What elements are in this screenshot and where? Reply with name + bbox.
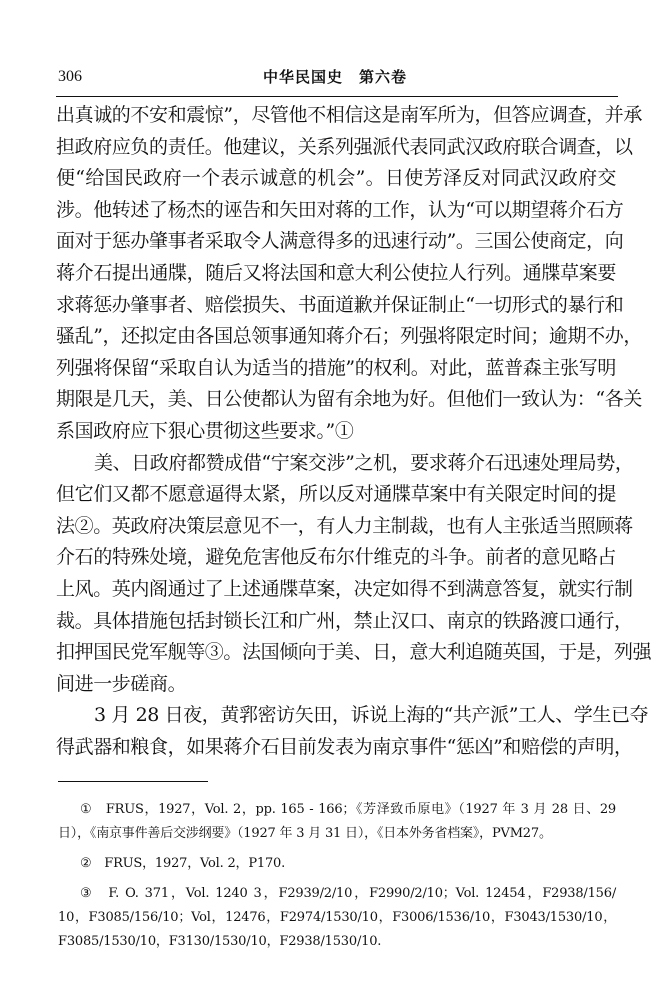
page-number: 306 xyxy=(58,68,82,85)
footnote-rule xyxy=(58,781,208,782)
body-line: 期限是几天，美、日公使都认为留有余地为好。但他们一致认为：“各关 xyxy=(56,388,642,411)
body-line: 系国政府应下狠心贯彻这些要求。”① xyxy=(56,419,354,442)
body-line: 便“给国民政府一个表示诚意的机会”。日使芳泽反对同武汉政府交 xyxy=(56,167,616,190)
running-title: 中华民国史 第六卷 xyxy=(263,68,408,86)
footnote-3-line: ③ F. O. 371，Vol. 1240 3，F2939/2/10，F2990/2/10；Vol. 12454，F2938/156/ xyxy=(80,886,616,901)
body-line: 介石的特殊处境，避免危害他反布尔什维克的斗争。前者的意见略占 xyxy=(56,546,616,569)
body-line: 得武器和粮食，如果蒋介石目前发表为南京事件“惩凶”和赔偿的声明， xyxy=(56,735,633,758)
body-line: 扣押国民党军舰等③。法国倾向于美、日，意大利追随英国，于是，列强 xyxy=(56,641,652,664)
body-line: 面对于惩办肇事者采取令人满意得多的迅速行动”。三国公使商定，向 xyxy=(56,230,624,253)
paragraph-start-line: 美、日政府都赞成借“宁案交涉”之机，要求蒋介石迅速处理局势， xyxy=(94,451,634,474)
body-line: 担政府应负的责任。他建议，关系列强派代表同武汉政府联合调查，以 xyxy=(56,135,633,158)
body-text xyxy=(56,100,652,763)
body-line: 求蒋惩办肇事者、赔偿损失、书面道歉并保证制止“一切形式的暴行和 xyxy=(56,293,624,316)
body-line: 涉。他转述了杨杰的诬告和矢田对蒋的工作，认为“可以期望蒋介石方 xyxy=(56,198,624,221)
body-line: 间进一步磋商。 xyxy=(56,672,187,695)
footnote-1-line: 日），《南京事件善后交涉纲要》（1927 年 3 月 31 日），《日本外务省档案》，PVM27。 xyxy=(58,826,552,841)
body-line: 蒋介石提出通牒，随后又将法国和意大利公使拉人行列。通牒草案要 xyxy=(56,261,616,284)
footnote-1-line: ① FRUS，1927，Vol. 2，pp. 165 - 166；《芳泽致币原电》（1927 年 3 月 28 日、29 xyxy=(80,802,616,817)
body-line: 裁。具体措施包括封锁长江和广州，禁止汉口、南京的铁路渡口通行， xyxy=(56,609,633,632)
footnote-3-line: F3085/1530/10，F3130/1530/10，F2938/1530/10. xyxy=(58,934,382,949)
body-line: 但它们又都不愿意逼得太紧，所以反对通牒草案中有关限定时间的提 xyxy=(56,483,616,506)
footnotes xyxy=(58,798,616,954)
footnote-2-line: ② FRUS，1927，Vol. 2，P170. xyxy=(80,856,286,871)
header-rule xyxy=(56,96,618,97)
body-line: 骚乱”，还拟定由各国总领事通知蒋介石；列强将限定时间；逾期不办， xyxy=(56,325,642,348)
body-line: 出真诚的不安和震惊”，尽管他不相信这是南军所为，但答应调查，并承 xyxy=(56,104,642,126)
page-header xyxy=(58,62,618,92)
body-line: 列强将保留“采取自认为适当的措施”的权利。对此，蓝普森主张写明 xyxy=(56,356,616,379)
body-line: 法②。英政府决策层意见不一，有人力主制裁，也有人主张适当照顾蒋 xyxy=(56,514,633,537)
body-line: 上风。英内阁通过了上述通牒草案，决定如得不到满意答复，就实行制 xyxy=(56,577,633,600)
paragraph-start-line: 3 月 28 日夜，黄郛密访矢田，诉说上海的“共产派”工人、学生已夺 xyxy=(94,704,649,727)
footnote-3-line: 10，F3085/156/10；Vol，12476，F2974/1530/10，F3006/1536/10，F3043/1530/10， xyxy=(58,910,616,925)
